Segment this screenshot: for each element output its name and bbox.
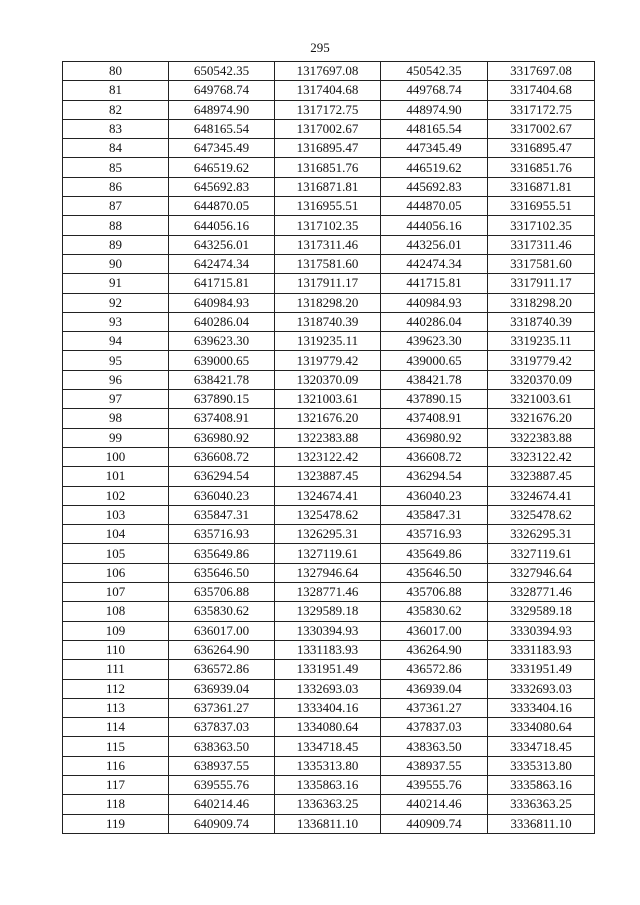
coord-x1-cell: 648165.54 — [169, 119, 275, 138]
coord-x1-cell: 642474.34 — [169, 254, 275, 273]
coord-x2-cell: 448974.90 — [381, 100, 488, 119]
coord-x2-cell: 437837.03 — [381, 718, 488, 737]
coord-y1-cell: 1318740.39 — [275, 312, 381, 331]
coord-x2-cell: 437890.15 — [381, 390, 488, 409]
coord-x2-cell: 440984.93 — [381, 293, 488, 312]
coord-y1-cell: 1326295.31 — [275, 525, 381, 544]
coord-x1-cell: 635716.93 — [169, 525, 275, 544]
coord-x2-cell: 441715.81 — [381, 274, 488, 293]
coord-y2-cell: 3317102.35 — [488, 216, 595, 235]
coord-y2-cell: 3336811.10 — [488, 814, 595, 833]
coord-y2-cell: 3331951.49 — [488, 660, 595, 679]
point-number-cell: 82 — [63, 100, 169, 119]
coord-y2-cell: 3318740.39 — [488, 312, 595, 331]
table-row — [63, 679, 595, 698]
point-number-cell: 91 — [63, 274, 169, 293]
coord-y1-cell: 1318298.20 — [275, 293, 381, 312]
point-number-cell: 96 — [63, 370, 169, 389]
coord-y2-cell: 3319779.42 — [488, 351, 595, 370]
point-number-cell: 97 — [63, 390, 169, 409]
coord-x2-cell: 439623.30 — [381, 332, 488, 351]
point-number-cell: 115 — [63, 737, 169, 756]
table-row — [63, 563, 595, 582]
coord-x2-cell: 436608.72 — [381, 447, 488, 466]
coord-y1-cell: 1317311.46 — [275, 235, 381, 254]
coord-x1-cell: 635847.31 — [169, 505, 275, 524]
coord-y1-cell: 1333404.16 — [275, 698, 381, 717]
coord-y1-cell: 1320370.09 — [275, 370, 381, 389]
point-number-cell: 113 — [63, 698, 169, 717]
coord-x1-cell: 645692.83 — [169, 177, 275, 196]
coord-y1-cell: 1325478.62 — [275, 505, 381, 524]
coord-x1-cell: 636572.86 — [169, 660, 275, 679]
coord-y1-cell: 1321003.61 — [275, 390, 381, 409]
page-number: 295 — [310, 40, 330, 55]
coord-y1-cell: 1336811.10 — [275, 814, 381, 833]
table-row — [63, 737, 595, 756]
table-row — [63, 312, 595, 331]
point-number-cell: 100 — [63, 447, 169, 466]
coord-x1-cell: 650542.35 — [169, 62, 275, 81]
coord-x1-cell: 636608.72 — [169, 447, 275, 466]
point-number-cell: 101 — [63, 467, 169, 486]
coord-x1-cell: 644870.05 — [169, 197, 275, 216]
point-number-cell: 112 — [63, 679, 169, 698]
coord-y2-cell: 3335863.16 — [488, 775, 595, 794]
coord-y2-cell: 3330394.93 — [488, 621, 595, 640]
point-number-cell: 87 — [63, 197, 169, 216]
coord-y1-cell: 1316895.47 — [275, 139, 381, 158]
coord-y2-cell: 3316851.76 — [488, 158, 595, 177]
coord-y2-cell: 3329589.18 — [488, 602, 595, 621]
point-number-cell: 102 — [63, 486, 169, 505]
coord-x1-cell: 643256.01 — [169, 235, 275, 254]
point-number-cell: 103 — [63, 505, 169, 524]
coord-x2-cell: 435649.86 — [381, 544, 488, 563]
coord-x2-cell: 435646.50 — [381, 563, 488, 582]
point-number-cell: 116 — [63, 756, 169, 775]
coord-x1-cell: 637837.03 — [169, 718, 275, 737]
coord-x2-cell: 447345.49 — [381, 139, 488, 158]
coord-x1-cell: 635830.62 — [169, 602, 275, 621]
table-row — [63, 602, 595, 621]
coord-y2-cell: 3323122.42 — [488, 447, 595, 466]
table-row — [63, 62, 595, 81]
coord-y2-cell: 3317697.08 — [488, 62, 595, 81]
coord-x2-cell: 439555.76 — [381, 775, 488, 794]
coord-y2-cell: 3331183.93 — [488, 640, 595, 659]
coord-y2-cell: 3324674.41 — [488, 486, 595, 505]
coord-y1-cell: 1323887.45 — [275, 467, 381, 486]
table-row — [63, 254, 595, 273]
coord-x1-cell: 637361.27 — [169, 698, 275, 717]
point-number-cell: 92 — [63, 293, 169, 312]
coord-y1-cell: 1317697.08 — [275, 62, 381, 81]
coord-y2-cell: 3335313.80 — [488, 756, 595, 775]
coord-y1-cell: 1317911.17 — [275, 274, 381, 293]
coord-x1-cell: 639623.30 — [169, 332, 275, 351]
coord-y1-cell: 1317002.67 — [275, 119, 381, 138]
table-row — [63, 698, 595, 717]
coord-y2-cell: 3317911.17 — [488, 274, 595, 293]
table-row — [63, 139, 595, 158]
coord-y1-cell: 1316871.81 — [275, 177, 381, 196]
coord-x2-cell: 435830.62 — [381, 602, 488, 621]
coord-y1-cell: 1328771.46 — [275, 583, 381, 602]
coord-x2-cell: 437408.91 — [381, 409, 488, 428]
table-row — [63, 428, 595, 447]
point-number-cell: 119 — [63, 814, 169, 833]
point-number-cell: 94 — [63, 332, 169, 351]
coord-x1-cell: 637408.91 — [169, 409, 275, 428]
point-number-cell: 118 — [63, 795, 169, 814]
coord-x1-cell: 635706.88 — [169, 583, 275, 602]
coord-x2-cell: 436264.90 — [381, 640, 488, 659]
coord-x2-cell: 444870.05 — [381, 197, 488, 216]
point-number-cell: 104 — [63, 525, 169, 544]
coord-y1-cell: 1323122.42 — [275, 447, 381, 466]
table-row — [63, 795, 595, 814]
coordinates-table-body — [63, 62, 595, 834]
coord-y1-cell: 1317581.60 — [275, 254, 381, 273]
coord-y1-cell: 1317102.35 — [275, 216, 381, 235]
coord-x2-cell: 438363.50 — [381, 737, 488, 756]
coord-y2-cell: 3319235.11 — [488, 332, 595, 351]
coord-y2-cell: 3318298.20 — [488, 293, 595, 312]
point-number-cell: 98 — [63, 409, 169, 428]
coord-x1-cell: 636294.54 — [169, 467, 275, 486]
table-row — [63, 351, 595, 370]
point-number-cell: 88 — [63, 216, 169, 235]
coord-y2-cell: 3317172.75 — [488, 100, 595, 119]
coord-x1-cell: 636980.92 — [169, 428, 275, 447]
point-number-cell: 107 — [63, 583, 169, 602]
coord-x2-cell: 435847.31 — [381, 505, 488, 524]
coord-y1-cell: 1335863.16 — [275, 775, 381, 794]
table-row — [63, 447, 595, 466]
table-row — [63, 197, 595, 216]
point-number-cell: 83 — [63, 119, 169, 138]
table-row — [63, 486, 595, 505]
point-number-cell: 90 — [63, 254, 169, 273]
coord-y1-cell: 1317172.75 — [275, 100, 381, 119]
table-row — [63, 158, 595, 177]
coord-y2-cell: 3328771.46 — [488, 583, 595, 602]
coord-x2-cell: 444056.16 — [381, 216, 488, 235]
table-row — [63, 814, 595, 833]
coord-y1-cell: 1327119.61 — [275, 544, 381, 563]
coord-x2-cell: 443256.01 — [381, 235, 488, 254]
coord-x2-cell: 436017.00 — [381, 621, 488, 640]
coord-x1-cell: 640286.04 — [169, 312, 275, 331]
table-row — [63, 216, 595, 235]
point-number-cell: 89 — [63, 235, 169, 254]
coord-x2-cell: 439000.65 — [381, 351, 488, 370]
coord-x2-cell: 435716.93 — [381, 525, 488, 544]
coord-x1-cell: 636939.04 — [169, 679, 275, 698]
coord-y1-cell: 1316955.51 — [275, 197, 381, 216]
coord-x1-cell: 635649.86 — [169, 544, 275, 563]
table-row — [63, 274, 595, 293]
coord-x1-cell: 639555.76 — [169, 775, 275, 794]
coord-y2-cell: 3327946.64 — [488, 563, 595, 582]
coord-y2-cell: 3321003.61 — [488, 390, 595, 409]
table-row — [63, 81, 595, 100]
point-number-cell: 81 — [63, 81, 169, 100]
coord-y1-cell: 1336363.25 — [275, 795, 381, 814]
coord-y1-cell: 1335313.80 — [275, 756, 381, 775]
coord-y1-cell: 1324674.41 — [275, 486, 381, 505]
table-row — [63, 409, 595, 428]
table-row — [63, 177, 595, 196]
coord-x2-cell: 446519.62 — [381, 158, 488, 177]
coord-y1-cell: 1330394.93 — [275, 621, 381, 640]
table-row — [63, 505, 595, 524]
table-row — [63, 756, 595, 775]
coord-y1-cell: 1331951.49 — [275, 660, 381, 679]
coord-y1-cell: 1331183.93 — [275, 640, 381, 659]
coord-x2-cell: 440909.74 — [381, 814, 488, 833]
point-number-cell: 110 — [63, 640, 169, 659]
coord-y1-cell: 1319235.11 — [275, 332, 381, 351]
coord-y2-cell: 3316895.47 — [488, 139, 595, 158]
coord-y2-cell: 3323887.45 — [488, 467, 595, 486]
coord-x1-cell: 638363.50 — [169, 737, 275, 756]
point-number-cell: 106 — [63, 563, 169, 582]
coord-y2-cell: 3332693.03 — [488, 679, 595, 698]
coord-x2-cell: 436939.04 — [381, 679, 488, 698]
coord-x1-cell: 640984.93 — [169, 293, 275, 312]
coord-x1-cell: 635646.50 — [169, 563, 275, 582]
point-number-cell: 108 — [63, 602, 169, 621]
table-row — [63, 525, 595, 544]
coord-x2-cell: 449768.74 — [381, 81, 488, 100]
table-row — [63, 718, 595, 737]
coord-x1-cell: 647345.49 — [169, 139, 275, 158]
coord-y2-cell: 3334080.64 — [488, 718, 595, 737]
table-row — [63, 100, 595, 119]
coord-y1-cell: 1317404.68 — [275, 81, 381, 100]
coord-x2-cell: 437361.27 — [381, 698, 488, 717]
coord-x1-cell: 638937.55 — [169, 756, 275, 775]
coord-y2-cell: 3321676.20 — [488, 409, 595, 428]
table-row — [63, 370, 595, 389]
coord-x2-cell: 448165.54 — [381, 119, 488, 138]
point-number-cell: 111 — [63, 660, 169, 679]
coord-x1-cell: 636264.90 — [169, 640, 275, 659]
coord-y1-cell: 1322383.88 — [275, 428, 381, 447]
coord-y1-cell: 1334080.64 — [275, 718, 381, 737]
point-number-cell: 105 — [63, 544, 169, 563]
coord-y2-cell: 3327119.61 — [488, 544, 595, 563]
coord-y2-cell: 3322383.88 — [488, 428, 595, 447]
coord-x2-cell: 442474.34 — [381, 254, 488, 273]
coord-x1-cell: 639000.65 — [169, 351, 275, 370]
coord-x2-cell: 436294.54 — [381, 467, 488, 486]
table-row — [63, 293, 595, 312]
coord-x2-cell: 438937.55 — [381, 756, 488, 775]
coord-y1-cell: 1321676.20 — [275, 409, 381, 428]
coord-x1-cell: 637890.15 — [169, 390, 275, 409]
coord-y1-cell: 1329589.18 — [275, 602, 381, 621]
coord-x2-cell: 445692.83 — [381, 177, 488, 196]
table-row — [63, 467, 595, 486]
coord-y2-cell: 3333404.16 — [488, 698, 595, 717]
coord-x1-cell: 649768.74 — [169, 81, 275, 100]
point-number-cell: 84 — [63, 139, 169, 158]
coord-y2-cell: 3317002.67 — [488, 119, 595, 138]
table-row — [63, 583, 595, 602]
coordinates-table — [62, 61, 595, 834]
coord-y2-cell: 3326295.31 — [488, 525, 595, 544]
coord-y2-cell: 3317311.46 — [488, 235, 595, 254]
table-row — [63, 235, 595, 254]
coord-x1-cell: 644056.16 — [169, 216, 275, 235]
table-row — [63, 775, 595, 794]
coord-x2-cell: 440214.46 — [381, 795, 488, 814]
table-row — [63, 640, 595, 659]
coord-y2-cell: 3336363.25 — [488, 795, 595, 814]
table-row — [63, 332, 595, 351]
table-row — [63, 390, 595, 409]
coord-x2-cell: 436040.23 — [381, 486, 488, 505]
coord-y1-cell: 1319779.42 — [275, 351, 381, 370]
coord-x2-cell: 435706.88 — [381, 583, 488, 602]
coord-x2-cell: 440286.04 — [381, 312, 488, 331]
coord-x2-cell: 438421.78 — [381, 370, 488, 389]
point-number-cell: 80 — [63, 62, 169, 81]
coord-x1-cell: 641715.81 — [169, 274, 275, 293]
point-number-cell: 95 — [63, 351, 169, 370]
coord-y2-cell: 3316955.51 — [488, 197, 595, 216]
coord-x1-cell: 640909.74 — [169, 814, 275, 833]
point-number-cell: 99 — [63, 428, 169, 447]
coord-y2-cell: 3316871.81 — [488, 177, 595, 196]
point-number-cell: 85 — [63, 158, 169, 177]
point-number-cell: 117 — [63, 775, 169, 794]
coord-y2-cell: 3334718.45 — [488, 737, 595, 756]
table-row — [63, 621, 595, 640]
coord-y1-cell: 1332693.03 — [275, 679, 381, 698]
coord-x1-cell: 636017.00 — [169, 621, 275, 640]
coord-x1-cell: 636040.23 — [169, 486, 275, 505]
coord-x1-cell: 638421.78 — [169, 370, 275, 389]
point-number-cell: 86 — [63, 177, 169, 196]
coord-y2-cell: 3317404.68 — [488, 81, 595, 100]
coord-y2-cell: 3317581.60 — [488, 254, 595, 273]
coord-y1-cell: 1316851.76 — [275, 158, 381, 177]
coord-x1-cell: 646519.62 — [169, 158, 275, 177]
coord-x2-cell: 436980.92 — [381, 428, 488, 447]
coord-x1-cell: 648974.90 — [169, 100, 275, 119]
coord-x2-cell: 450542.35 — [381, 62, 488, 81]
point-number-cell: 114 — [63, 718, 169, 737]
table-row — [63, 544, 595, 563]
point-number-cell: 93 — [63, 312, 169, 331]
coord-y1-cell: 1334718.45 — [275, 737, 381, 756]
point-number-cell: 109 — [63, 621, 169, 640]
coord-y1-cell: 1327946.64 — [275, 563, 381, 582]
coord-x1-cell: 640214.46 — [169, 795, 275, 814]
table-row — [63, 119, 595, 138]
table-row — [63, 660, 595, 679]
coord-y2-cell: 3320370.09 — [488, 370, 595, 389]
coord-y2-cell: 3325478.62 — [488, 505, 595, 524]
coord-x2-cell: 436572.86 — [381, 660, 488, 679]
